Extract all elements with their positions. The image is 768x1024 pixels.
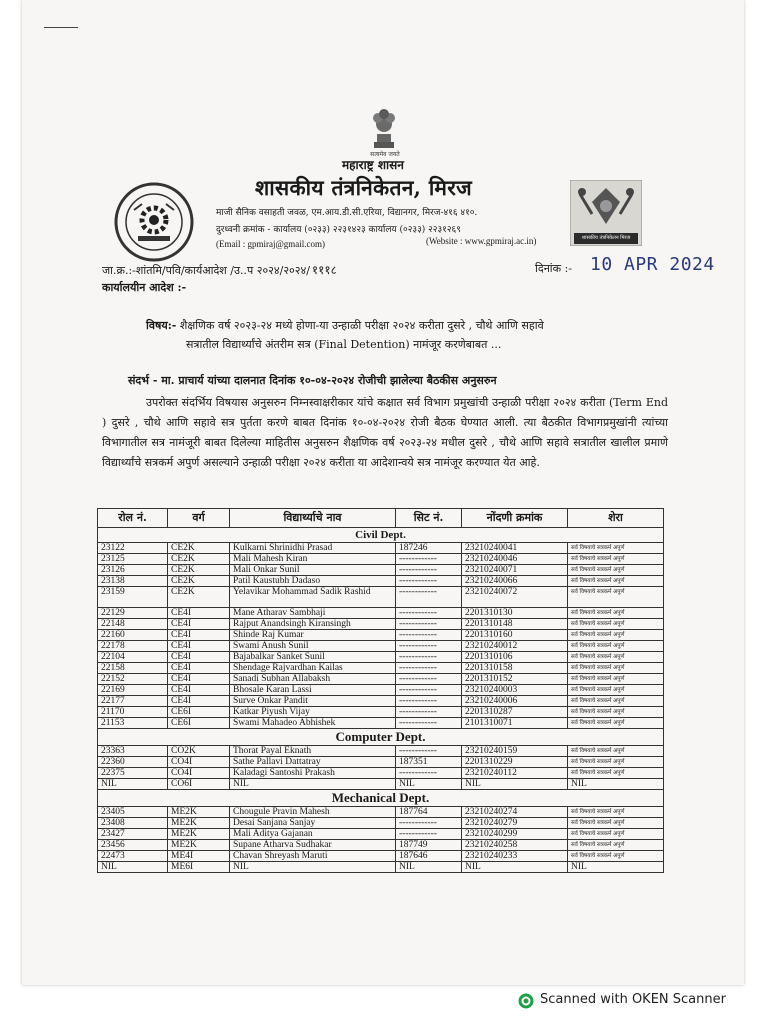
enrollment-cell: 2201310130 — [462, 608, 568, 619]
seat-cell: ------------ — [396, 565, 462, 576]
seat-cell: ------------ — [396, 630, 462, 641]
roll-cell: 23138 — [98, 576, 168, 587]
class-cell: CO2K — [168, 746, 230, 757]
class-cell: CE4I — [168, 619, 230, 630]
state-emblem-icon — [368, 104, 400, 154]
enrollment-cell: 23210240159 — [462, 746, 568, 757]
dept-heading: Mechanical Dept. — [98, 790, 664, 807]
table-row — [98, 685, 664, 696]
seat-cell: ------------ — [396, 608, 462, 619]
name-cell: Shendage Rajvardhan Kailas — [230, 663, 396, 674]
roll-cell: 23125 — [98, 554, 168, 565]
reference-line: संदर्भ - मा. प्राचार्य यांच्या दालनात दिनांक १०-०४-२०२४ रोजीची झालेल्या बैठकीस अनुसरुन — [128, 374, 497, 387]
roll-cell: 22148 — [98, 619, 168, 630]
remark-cell: सर्व विषयाचे सत्रकर्म अपुर्ण — [568, 608, 664, 619]
table-row — [98, 543, 664, 554]
seat-cell: ------------ — [396, 619, 462, 630]
roll-cell: 22169 — [98, 685, 168, 696]
seat-cell: ------------ — [396, 674, 462, 685]
name-cell: Chougule Pravin Mahesh — [230, 807, 396, 818]
dept-row — [98, 790, 664, 807]
table-row — [98, 587, 664, 608]
name-cell: NIL — [230, 779, 396, 790]
remark-cell: सर्व विषयाचे सत्रकर्म अपुर्ण — [568, 554, 664, 565]
enrollment-cell: 2201310160 — [462, 630, 568, 641]
institute-address: माजी सैनिक वसाहती जवळ, एम.आय.डी.सी.एरिया, विद्यानगर, मिरज-४१६ ४१०. — [216, 208, 478, 218]
name-cell: Swami Mahadeo Abhishek — [230, 718, 396, 729]
remark-cell: सर्व विषयाचे सत्रकर्म अपुर्ण — [568, 818, 664, 829]
remark-cell: सर्व विषयाचे सत्रकर्म अपुर्ण — [568, 619, 664, 630]
enrollment-cell: 2101310071 — [462, 718, 568, 729]
remark-cell: सर्व विषयाचे सत्रकर्म अपुर्ण — [568, 807, 664, 818]
seat-cell: 187749 — [396, 840, 462, 851]
subject-line-2: सत्रातील विद्यार्थ्यांचे अंतरीम सत्र (Final Detention) नामंजूर करणेबाबत ... — [186, 338, 502, 351]
seat-cell: ------------ — [396, 641, 462, 652]
seat-cell: ------------ — [396, 707, 462, 718]
government-name: महाराष्ट्र शासन — [342, 158, 404, 172]
table-row — [98, 696, 664, 707]
table-header-row — [98, 509, 664, 528]
roll-cell: 23126 — [98, 565, 168, 576]
name-cell: Kulkarni Shrinidhi Prasad — [230, 543, 396, 554]
student-table — [97, 508, 664, 873]
scanner-footer: Scanned with OKEN Scanner — [540, 992, 726, 1007]
remark-cell: सर्व विषयाचे सत्रकर्म अपुर्ण — [568, 674, 664, 685]
roll-cell: NIL — [98, 862, 168, 873]
subject-label: विषय:- — [146, 319, 177, 332]
remark-cell: NIL — [568, 862, 664, 873]
roll-cell: 22375 — [98, 768, 168, 779]
enrollment-cell: 23210240233 — [462, 851, 568, 862]
institute-email: (Email : gpmiraj@gmail.com) — [216, 239, 326, 249]
seat-cell: ------------ — [396, 554, 462, 565]
dept-row — [98, 729, 664, 746]
seat-cell: ------------ — [396, 829, 462, 840]
class-cell: CE2K — [168, 554, 230, 565]
remark-cell: सर्व विषयाचे सत्रकर्म अपुर्ण — [568, 696, 664, 707]
name-cell: Mali Mahesh Kiran — [230, 554, 396, 565]
enrollment-cell: 2201310148 — [462, 619, 568, 630]
class-cell: CE4I — [168, 652, 230, 663]
class-cell: CO4I — [168, 768, 230, 779]
class-cell: ME2K — [168, 829, 230, 840]
name-cell: Swami Anush Sunil — [230, 641, 396, 652]
table-row — [98, 746, 664, 757]
col-roll: रोल नं. — [98, 509, 168, 528]
oken-scanner-icon — [518, 993, 534, 1009]
roll-cell: 23427 — [98, 829, 168, 840]
remark-cell: सर्व विषयाचे सत्रकर्म अपुर्ण — [568, 565, 664, 576]
remark-cell: सर्व विषयाचे सत्रकर्म अपुर्ण — [568, 641, 664, 652]
class-cell: CE4I — [168, 641, 230, 652]
table-row — [98, 851, 664, 862]
remark-cell: सर्व विषयाचे सत्रकर्म अपुर्ण — [568, 851, 664, 862]
seat-cell: ------------ — [396, 576, 462, 587]
table-row — [98, 608, 664, 619]
table-row — [98, 576, 664, 587]
roll-cell: 23405 — [98, 807, 168, 818]
seat-cell: NIL — [396, 779, 462, 790]
table-body — [98, 528, 664, 873]
class-cell: ME4I — [168, 851, 230, 862]
roll-cell: NIL — [98, 779, 168, 790]
seat-cell: 187764 — [396, 807, 462, 818]
enrollment-cell: 23210240274 — [462, 807, 568, 818]
table-row — [98, 707, 664, 718]
name-cell: Desai Sanjana Sanjay — [230, 818, 396, 829]
class-cell: CE4I — [168, 696, 230, 707]
roll-cell: 22473 — [98, 851, 168, 862]
order-heading: कार्यालयीन आदेश :- — [102, 281, 187, 294]
class-cell: CE4I — [168, 674, 230, 685]
roll-cell: 23122 — [98, 543, 168, 554]
remark-cell: सर्व विषयाचे सत्रकर्म अपुर्ण — [568, 543, 664, 554]
dept-row — [98, 528, 664, 543]
seat-cell: ------------ — [396, 768, 462, 779]
table-row — [98, 779, 664, 790]
roll-cell: 22177 — [98, 696, 168, 707]
class-cell: CE4I — [168, 685, 230, 696]
remark-cell: सर्व विषयाचे सत्रकर्म अपुर्ण — [568, 663, 664, 674]
table-row — [98, 663, 664, 674]
name-cell: Shinde Raj Kumar — [230, 630, 396, 641]
roll-cell: 22160 — [98, 630, 168, 641]
scan-mark — [44, 27, 78, 28]
body-paragraph: उपरोक्त संदर्भिय विषयास अनुसरुन निम्नस्वाक्षरीकार यांचे कक्षात सर्व विभाग प्रमुखांची उन्हाळी परीक्षा २०२४ करीता (Term End ) दुसरे , चौथे आणि सहावे सत्र पुर्तता करणे बाबत दिनांक १०-०४-२०२४ रोजी बैठक घेण्यात आली. त्या बैठकीत विभागप्रमुखांनी त्यांच्या विभागातील सत्र नामंजूरी बाबत दिलेल्या माहितीस अनुसरुन शैक्षणिक वर्ष २०२३-२४ मधील दुसरे , चौथे आणि सहावे सत्रातील खालील प्रमाणे विद्यार्थ्यांचे सत्रकर्म अपुर्ण असल्याने उन्हाळी परीक्षा २०२४ करीता या आदेशान्वये सत्र नामंजूर करण्यात येत आहे. — [102, 396, 668, 469]
remark-cell: सर्व विषयाचे सत्रकर्म अपुर्ण — [568, 829, 664, 840]
roll-cell: 22178 — [98, 641, 168, 652]
roll-cell: 23408 — [98, 818, 168, 829]
roll-cell: 21153 — [98, 718, 168, 729]
seat-cell: ------------ — [396, 652, 462, 663]
class-cell: ME6I — [168, 862, 230, 873]
seat-cell: 187246 — [396, 543, 462, 554]
enrollment-cell: NIL — [462, 779, 568, 790]
reference-number — [102, 261, 337, 278]
name-cell: Kaladagi Santoshi Prakash — [230, 768, 396, 779]
name-cell: Katkar Piyush Vijay — [230, 707, 396, 718]
enrollment-cell: 2201310229 — [462, 757, 568, 768]
class-cell: CE4I — [168, 608, 230, 619]
enrollment-cell: 23210240071 — [462, 565, 568, 576]
name-cell: Sanadi Subhan Allabaksh — [230, 674, 396, 685]
table-row — [98, 674, 664, 685]
remark-cell: सर्व विषयाचे सत्रकर्म अपुर्ण — [568, 768, 664, 779]
name-cell: Thorat Payal Eknath — [230, 746, 396, 757]
enrollment-cell: 2201310158 — [462, 663, 568, 674]
remark-cell: सर्व विषयाचे सत्रकर्म अपुर्ण — [568, 685, 664, 696]
roll-cell: 22104 — [98, 652, 168, 663]
subject-line-1: शैक्षणिक वर्ष २०२३-२४ मध्ये होणा-या उन्हाळी परीक्षा २०२४ करीता दुसरे , चौथे आणि सहावे — [179, 319, 544, 332]
seat-cell: ------------ — [396, 685, 462, 696]
enrollment-cell: 23210240003 — [462, 685, 568, 696]
remark-cell: सर्व विषयाचे सत्रकर्म अपुर्ण — [568, 757, 664, 768]
table-row — [98, 718, 664, 729]
name-cell: Chavan Shreyash Maruti — [230, 851, 396, 862]
name-cell: Rajput Anandsingh Kiransingh — [230, 619, 396, 630]
subject-block — [146, 316, 666, 354]
enrollment-cell: 2201310106 — [462, 652, 568, 663]
remark-cell: सर्व विषयाचे सत्रकर्म अपुर्ण — [568, 718, 664, 729]
class-cell: CE4I — [168, 663, 230, 674]
table-row — [98, 565, 664, 576]
class-cell: ME2K — [168, 840, 230, 851]
remark-cell: सर्व विषयाचे सत्रकर्म अपुर्ण — [568, 840, 664, 851]
crest-caption: शासकीय तंत्रनिकेतन मिरज — [574, 233, 638, 244]
dept-heading: Civil Dept. — [98, 528, 664, 543]
remark-cell: सर्व विषयाचे सत्रकर्म अपुर्ण — [568, 746, 664, 757]
seat-cell: ------------ — [396, 818, 462, 829]
class-cell: CE2K — [168, 576, 230, 587]
table-row — [98, 829, 664, 840]
class-cell: CO6I — [168, 779, 230, 790]
roll-cell: 22158 — [98, 663, 168, 674]
col-seat: सिट नं. — [396, 509, 462, 528]
roll-cell: 22129 — [98, 608, 168, 619]
name-cell: Mane Atharav Sambhaji — [230, 608, 396, 619]
enrollment-cell: 23210240066 — [462, 576, 568, 587]
enrollment-cell: 23210240258 — [462, 840, 568, 851]
enrollment-cell: NIL — [462, 862, 568, 873]
table-row — [98, 807, 664, 818]
class-cell: CE2K — [168, 543, 230, 554]
seat-cell: ------------ — [396, 746, 462, 757]
seat-cell: ------------ — [396, 696, 462, 707]
class-cell: CE6I — [168, 707, 230, 718]
institute-website: (Website : www.gpmiraj.ac.in) — [426, 236, 537, 246]
name-cell: Bajabalkar Sanket Sunil — [230, 652, 396, 663]
col-name: विद्यार्थ्याचे नाव — [230, 509, 396, 528]
remark-cell: सर्व विषयाचे सत्रकर्म अपुर्ण — [568, 576, 664, 587]
class-cell: CE2K — [168, 587, 230, 608]
name-cell: Sathe Pallavi Dattatray — [230, 757, 396, 768]
roll-cell: 23363 — [98, 746, 168, 757]
enrollment-cell: 23210240072 — [462, 587, 568, 608]
remark-cell: सर्व विषयाचे सत्रकर्म अपुर्ण — [568, 707, 664, 718]
table-row — [98, 630, 664, 641]
table-row — [98, 862, 664, 873]
institute-name: शासकीय तंत्रनिकेतन, मिरज — [255, 175, 472, 200]
name-cell: Patil Kaustubh Dadaso — [230, 576, 396, 587]
remark-cell: सर्व विषयाचे सत्रकर्म अपुर्ण — [568, 587, 664, 608]
remark-cell: NIL — [568, 779, 664, 790]
emblem-motto: सत्यमेव जयते — [370, 151, 400, 158]
seat-cell: 187646 — [396, 851, 462, 862]
col-enrollment: नोंदणी क्रमांक — [462, 509, 568, 528]
col-class: वर्ग — [168, 509, 230, 528]
name-cell: Mali Onkar Sunil — [230, 565, 396, 576]
enrollment-cell: 2201310287 — [462, 707, 568, 718]
roll-cell: 22152 — [98, 674, 168, 685]
name-cell: Yelavikar Mohammad Sadik Rashid — [230, 587, 396, 608]
enrollment-cell: 23210240041 — [462, 543, 568, 554]
enrollment-cell: 23210240299 — [462, 829, 568, 840]
seat-cell: ------------ — [396, 587, 462, 608]
date-stamp: 10 APR 2024 — [590, 254, 715, 275]
class-cell: CE2K — [168, 565, 230, 576]
table-row — [98, 619, 664, 630]
reference-number-text: जा.क्र.:-शांतमि/पवि/कार्यआदेश /उ..प २०२४/२०२४/ — [102, 264, 310, 277]
enrollment-cell: 23210240012 — [462, 641, 568, 652]
roll-cell: 21170 — [98, 707, 168, 718]
remark-cell: सर्व विषयाचे सत्रकर्म अपुर्ण — [568, 652, 664, 663]
reference-handwritten-number: १११८ — [311, 263, 337, 277]
enrollment-cell: 2201310152 — [462, 674, 568, 685]
class-cell: CE4I — [168, 630, 230, 641]
seat-cell: ------------ — [396, 718, 462, 729]
table-row — [98, 818, 664, 829]
enrollment-cell: 23210240046 — [462, 554, 568, 565]
enrollment-cell: 23210240006 — [462, 696, 568, 707]
enrollment-cell: 23210240279 — [462, 818, 568, 829]
name-cell: Surve Onkar Pandit — [230, 696, 396, 707]
class-cell: ME2K — [168, 807, 230, 818]
institute-phones: दुरध्वनी क्रमांक - कार्यालय (०२३३) २२३१४२३ कार्यालय (०२३३) २२३१२६९ — [216, 225, 461, 235]
seat-cell: NIL — [396, 862, 462, 873]
institute-seal-icon — [112, 180, 196, 264]
name-cell: Bhosale Karan Lassi — [230, 685, 396, 696]
roll-cell: 23159 — [98, 587, 168, 608]
dept-heading: Computer Dept. — [98, 729, 664, 746]
seat-cell: ------------ — [396, 663, 462, 674]
col-remark: शेरा — [568, 509, 664, 528]
name-cell: NIL — [230, 862, 396, 873]
table-row — [98, 768, 664, 779]
table-row — [98, 652, 664, 663]
name-cell: Supane Atharva Sudhakar — [230, 840, 396, 851]
roll-cell: 22360 — [98, 757, 168, 768]
enrollment-cell: 23210240112 — [462, 768, 568, 779]
seat-cell: 187351 — [396, 757, 462, 768]
table-row — [98, 641, 664, 652]
date-label: दिनांक :- — [535, 262, 573, 275]
class-cell: CE6I — [168, 718, 230, 729]
name-cell: Mali Aditya Gajanan — [230, 829, 396, 840]
roll-cell: 23456 — [98, 840, 168, 851]
table-row — [98, 840, 664, 851]
table-row — [98, 757, 664, 768]
class-cell: ME2K — [168, 818, 230, 829]
class-cell: CO4I — [168, 757, 230, 768]
table-row — [98, 554, 664, 565]
remark-cell: सर्व विषयाचे सत्रकर्म अपुर्ण — [568, 630, 664, 641]
